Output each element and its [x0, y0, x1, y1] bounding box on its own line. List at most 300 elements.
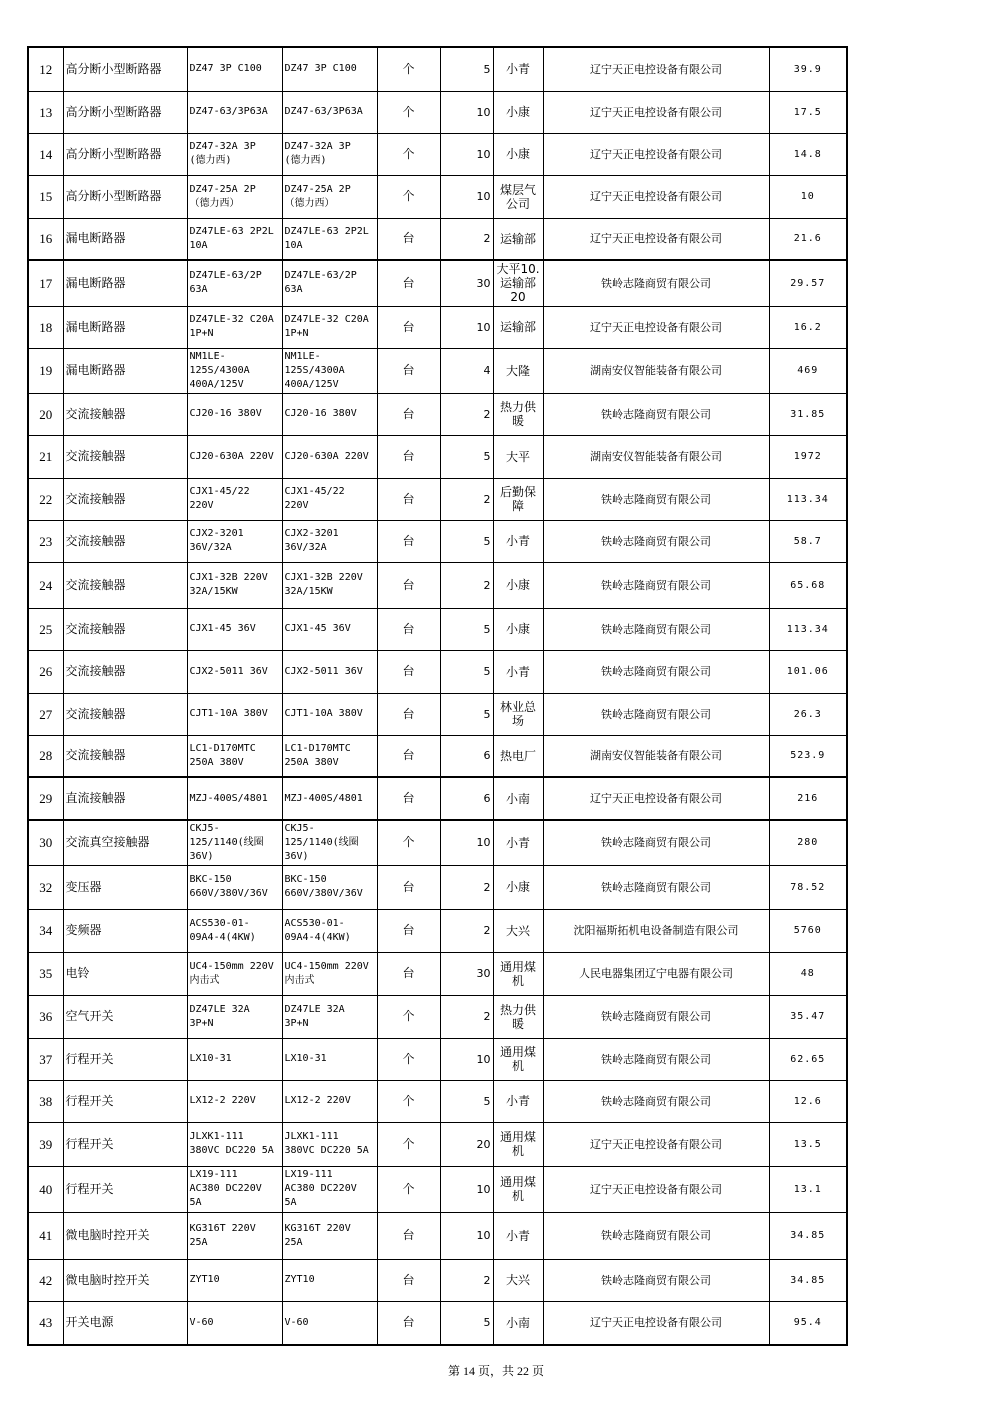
supplier-cell: 铁岭志隆商贸有限公司 — [543, 820, 769, 865]
model-spec-cell: KG316T 220V 25A — [187, 1212, 282, 1259]
item-name-cell: 微电脑时控开关 — [63, 1259, 187, 1301]
quantity-cell: 6 — [440, 735, 493, 777]
model-spec-cell: JLXK1-111 380VC DC220 5A — [187, 1122, 282, 1166]
supplier-cell: 湖南安仪智能装备有限公司 — [543, 435, 769, 478]
model-spec-2-cell: DZ47LE-63 2P2L 10A — [282, 218, 377, 260]
department-cell: 小青 — [493, 820, 543, 865]
unit-cell: 台 — [377, 348, 440, 393]
model-spec-cell: BKC-150 660V/380V/36V — [187, 865, 282, 909]
row-number-cell: 37 — [28, 1038, 63, 1080]
supplier-cell: 铁岭志隆商贸有限公司 — [543, 1038, 769, 1080]
quantity-cell: 10 — [440, 1038, 493, 1080]
quantity-cell: 2 — [440, 393, 493, 435]
model-spec-2-cell: CJX2-5011 36V — [282, 650, 377, 693]
item-name-cell: 漏电断路器 — [63, 306, 187, 348]
unit-price-cell: 65.68 — [769, 562, 847, 608]
table-row — [28, 1080, 847, 1122]
item-name-cell: 开关电源 — [63, 1301, 187, 1345]
unit-cell: 台 — [377, 1301, 440, 1345]
model-spec-2-cell: UC4-150mm 220V 内击式 — [282, 952, 377, 995]
table-row — [28, 820, 847, 865]
supplier-cell: 辽宁天正电控设备有限公司 — [543, 218, 769, 260]
unit-cell: 台 — [377, 650, 440, 693]
item-name-cell: 交流接触器 — [63, 608, 187, 650]
item-name-cell: 变频器 — [63, 909, 187, 952]
item-name-cell: 交流接触器 — [63, 478, 187, 520]
item-name-cell: 行程开关 — [63, 1080, 187, 1122]
unit-price-cell: 16.2 — [769, 306, 847, 348]
quantity-cell: 5 — [440, 47, 493, 91]
model-spec-cell: LX10-31 — [187, 1038, 282, 1080]
unit-price-cell: 10 — [769, 175, 847, 218]
model-spec-cell: UC4-150mm 220V 内击式 — [187, 952, 282, 995]
item-name-cell: 漏电断路器 — [63, 260, 187, 306]
quantity-cell: 10 — [440, 1166, 493, 1212]
table-row — [28, 1122, 847, 1166]
quantity-cell: 10 — [440, 91, 493, 133]
table-row — [28, 435, 847, 478]
unit-price-cell: 31.85 — [769, 393, 847, 435]
item-name-cell: 高分断小型断路器 — [63, 133, 187, 175]
table-row — [28, 735, 847, 777]
quantity-cell: 5 — [440, 1080, 493, 1122]
unit-price-cell: 5760 — [769, 909, 847, 952]
supplier-cell: 湖南安仪智能装备有限公司 — [543, 735, 769, 777]
item-name-cell: 交流接触器 — [63, 650, 187, 693]
model-spec-2-cell: DZ47-63/3P63A — [282, 91, 377, 133]
department-cell: 小南 — [493, 1301, 543, 1345]
department-cell: 小南 — [493, 777, 543, 820]
quantity-cell: 5 — [440, 608, 493, 650]
table-body — [28, 47, 847, 1345]
quantity-cell: 10 — [440, 820, 493, 865]
supplier-cell: 铁岭志隆商贸有限公司 — [543, 1212, 769, 1259]
row-number-cell: 19 — [28, 348, 63, 393]
row-number-cell: 29 — [28, 777, 63, 820]
unit-cell: 台 — [377, 909, 440, 952]
model-spec-2-cell: CJX1-45 36V — [282, 608, 377, 650]
model-spec-2-cell: CKJ5- 125/1140(线圈 36V) — [282, 820, 377, 865]
row-number-cell: 40 — [28, 1166, 63, 1212]
unit-price-cell: 469 — [769, 348, 847, 393]
model-spec-cell: DZ47-63/3P63A — [187, 91, 282, 133]
item-name-cell: 交流接触器 — [63, 693, 187, 735]
table-row — [28, 91, 847, 133]
quantity-cell: 10 — [440, 133, 493, 175]
unit-cell: 个 — [377, 175, 440, 218]
department-cell: 大平10. 运输部 20 — [493, 260, 543, 306]
model-spec-cell: CJX2-5011 36V — [187, 650, 282, 693]
row-number-cell: 17 — [28, 260, 63, 306]
model-spec-cell: LC1-D170MTC 250A 380V — [187, 735, 282, 777]
department-cell: 后勤保 障 — [493, 478, 543, 520]
quantity-cell: 30 — [440, 260, 493, 306]
department-cell: 热电厂 — [493, 735, 543, 777]
model-spec-2-cell: LX12-2 220V — [282, 1080, 377, 1122]
model-spec-2-cell: DZ47LE-32 C20A 1P+N — [282, 306, 377, 348]
model-spec-cell: CJX1-45/22 220V — [187, 478, 282, 520]
table-row — [28, 1259, 847, 1301]
model-spec-cell: CJX2-3201 36V/32A — [187, 520, 282, 562]
row-number-cell: 38 — [28, 1080, 63, 1122]
row-number-cell: 14 — [28, 133, 63, 175]
model-spec-2-cell: MZJ-400S/4801 — [282, 777, 377, 820]
unit-price-cell: 12.6 — [769, 1080, 847, 1122]
unit-cell: 个 — [377, 91, 440, 133]
department-cell: 热力供 暖 — [493, 995, 543, 1038]
table-row — [28, 47, 847, 91]
row-number-cell: 18 — [28, 306, 63, 348]
unit-price-cell: 17.5 — [769, 91, 847, 133]
model-spec-cell: LX19-111 AC380 DC220V 5A — [187, 1166, 282, 1212]
quantity-cell: 10 — [440, 306, 493, 348]
unit-price-cell: 35.47 — [769, 995, 847, 1038]
supplier-cell: 铁岭志隆商贸有限公司 — [543, 1080, 769, 1122]
page-footer: 第 14 页，共 22 页 — [447, 1364, 544, 1378]
department-cell: 大隆 — [493, 348, 543, 393]
unit-price-cell: 113.34 — [769, 478, 847, 520]
unit-price-cell: 13.5 — [769, 1122, 847, 1166]
model-spec-2-cell: CJX1-32B 220V 32A/15KW — [282, 562, 377, 608]
row-number-cell: 15 — [28, 175, 63, 218]
table-row — [28, 393, 847, 435]
unit-cell: 个 — [377, 1122, 440, 1166]
unit-cell: 台 — [377, 735, 440, 777]
unit-price-cell: 48 — [769, 952, 847, 995]
item-name-cell: 交流接触器 — [63, 520, 187, 562]
unit-price-cell: 280 — [769, 820, 847, 865]
department-cell: 运输部 — [493, 306, 543, 348]
unit-cell: 个 — [377, 995, 440, 1038]
quantity-cell: 2 — [440, 909, 493, 952]
unit-cell: 台 — [377, 865, 440, 909]
model-spec-2-cell: DZ47 3P C100 — [282, 47, 377, 91]
row-number-cell: 32 — [28, 865, 63, 909]
item-name-cell: 电铃 — [63, 952, 187, 995]
supplier-cell: 铁岭志隆商贸有限公司 — [543, 478, 769, 520]
unit-price-cell: 62.65 — [769, 1038, 847, 1080]
supplier-cell: 铁岭志隆商贸有限公司 — [543, 995, 769, 1038]
model-spec-cell: DZ47-32A 3P (德力西) — [187, 133, 282, 175]
model-spec-cell: CJ20-16 380V — [187, 393, 282, 435]
unit-cell: 台 — [377, 777, 440, 820]
item-name-cell: 交流接触器 — [63, 562, 187, 608]
supplier-cell: 辽宁天正电控设备有限公司 — [543, 133, 769, 175]
item-name-cell: 交流真空接触器 — [63, 820, 187, 865]
unit-cell: 个 — [377, 47, 440, 91]
model-spec-2-cell: DZ47LE-63/2P 63A — [282, 260, 377, 306]
unit-price-cell: 1972 — [769, 435, 847, 478]
row-number-cell: 28 — [28, 735, 63, 777]
quantity-cell: 5 — [440, 435, 493, 478]
quantity-cell: 2 — [440, 218, 493, 260]
unit-cell: 台 — [377, 693, 440, 735]
item-name-cell: 微电脑时控开关 — [63, 1212, 187, 1259]
supplier-cell: 人民电器集团辽宁电器有限公司 — [543, 952, 769, 995]
supplier-cell: 铁岭志隆商贸有限公司 — [543, 393, 769, 435]
department-cell: 小青 — [493, 1080, 543, 1122]
supplier-cell: 铁岭志隆商贸有限公司 — [543, 865, 769, 909]
supplier-cell: 辽宁天正电控设备有限公司 — [543, 1301, 769, 1345]
unit-cell: 个 — [377, 1038, 440, 1080]
table-row — [28, 562, 847, 608]
table-row — [28, 520, 847, 562]
table-row — [28, 218, 847, 260]
row-number-cell: 42 — [28, 1259, 63, 1301]
model-spec-2-cell: LX10-31 — [282, 1038, 377, 1080]
row-number-cell: 27 — [28, 693, 63, 735]
supplier-cell: 湖南安仪智能装备有限公司 — [543, 348, 769, 393]
model-spec-cell: CJX1-32B 220V 32A/15KW — [187, 562, 282, 608]
supplier-cell: 铁岭志隆商贸有限公司 — [543, 260, 769, 306]
model-spec-cell: CJ20-630A 220V — [187, 435, 282, 478]
unit-price-cell: 34.85 — [769, 1212, 847, 1259]
unit-price-cell: 101.06 — [769, 650, 847, 693]
model-spec-cell: LX12-2 220V — [187, 1080, 282, 1122]
quantity-cell: 2 — [440, 478, 493, 520]
department-cell: 煤层气 公司 — [493, 175, 543, 218]
model-spec-cell: V-60 — [187, 1301, 282, 1345]
unit-price-cell: 113.34 — [769, 608, 847, 650]
model-spec-2-cell: LX19-111 AC380 DC220V 5A — [282, 1166, 377, 1212]
row-number-cell: 36 — [28, 995, 63, 1038]
model-spec-cell: CJT1-10A 380V — [187, 693, 282, 735]
model-spec-2-cell: ACS530-01- 09A4-4(4KW) — [282, 909, 377, 952]
quantity-cell: 5 — [440, 520, 493, 562]
table-row — [28, 348, 847, 393]
supplier-cell: 辽宁天正电控设备有限公司 — [543, 1166, 769, 1212]
unit-price-cell: 13.1 — [769, 1166, 847, 1212]
item-name-cell: 行程开关 — [63, 1122, 187, 1166]
unit-price-cell: 523.9 — [769, 735, 847, 777]
supplier-cell: 铁岭志隆商贸有限公司 — [543, 693, 769, 735]
table-row — [28, 306, 847, 348]
model-spec-2-cell: ZYT10 — [282, 1259, 377, 1301]
department-cell: 小康 — [493, 91, 543, 133]
model-spec-cell: DZ47LE 32A 3P+N — [187, 995, 282, 1038]
quantity-cell: 2 — [440, 1259, 493, 1301]
row-number-cell: 23 — [28, 520, 63, 562]
quantity-cell: 2 — [440, 865, 493, 909]
supplier-cell: 辽宁天正电控设备有限公司 — [543, 175, 769, 218]
supplier-cell: 辽宁天正电控设备有限公司 — [543, 1122, 769, 1166]
department-cell: 通用煤 机 — [493, 952, 543, 995]
department-cell: 小青 — [493, 520, 543, 562]
unit-cell: 台 — [377, 520, 440, 562]
item-name-cell: 高分断小型断路器 — [63, 91, 187, 133]
item-name-cell: 高分断小型断路器 — [63, 175, 187, 218]
unit-price-cell: 39.9 — [769, 47, 847, 91]
supplier-cell: 铁岭志隆商贸有限公司 — [543, 562, 769, 608]
item-name-cell: 直流接触器 — [63, 777, 187, 820]
model-spec-cell: NM1LE- 125S/4300A 400A/125V — [187, 348, 282, 393]
row-number-cell: 34 — [28, 909, 63, 952]
model-spec-2-cell: CJT1-10A 380V — [282, 693, 377, 735]
department-cell: 通用煤 机 — [493, 1122, 543, 1166]
model-spec-2-cell: CJX1-45/22 220V — [282, 478, 377, 520]
unit-price-cell: 95.4 — [769, 1301, 847, 1345]
model-spec-2-cell: DZ47-32A 3P (德力西) — [282, 133, 377, 175]
unit-cell: 个 — [377, 1166, 440, 1212]
row-number-cell: 13 — [28, 91, 63, 133]
table-row — [28, 909, 847, 952]
row-number-cell: 35 — [28, 952, 63, 995]
supplier-cell: 辽宁天正电控设备有限公司 — [543, 777, 769, 820]
model-spec-cell: ZYT10 — [187, 1259, 282, 1301]
department-cell: 运输部 — [493, 218, 543, 260]
quantity-cell: 10 — [440, 1212, 493, 1259]
table-row — [28, 777, 847, 820]
quantity-cell: 4 — [440, 348, 493, 393]
unit-cell: 台 — [377, 952, 440, 995]
unit-price-cell: 26.3 — [769, 693, 847, 735]
table-row — [28, 693, 847, 735]
supplier-cell: 辽宁天正电控设备有限公司 — [543, 91, 769, 133]
model-spec-cell: DZ47-25A 2P （德力西） — [187, 175, 282, 218]
row-number-cell: 16 — [28, 218, 63, 260]
item-name-cell: 高分断小型断路器 — [63, 47, 187, 91]
model-spec-2-cell: V-60 — [282, 1301, 377, 1345]
supplier-cell: 沈阳福斯拓机电设备制造有限公司 — [543, 909, 769, 952]
table-row — [28, 1212, 847, 1259]
item-name-cell: 交流接触器 — [63, 435, 187, 478]
row-number-cell: 30 — [28, 820, 63, 865]
model-spec-cell: DZ47LE-32 C20A 1P+N — [187, 306, 282, 348]
department-cell: 小康 — [493, 865, 543, 909]
item-name-cell: 交流接触器 — [63, 735, 187, 777]
item-name-cell: 空气开关 — [63, 995, 187, 1038]
model-spec-2-cell: CJX2-3201 36V/32A — [282, 520, 377, 562]
department-cell: 通用煤 机 — [493, 1166, 543, 1212]
table-row — [28, 608, 847, 650]
quantity-cell: 20 — [440, 1122, 493, 1166]
unit-cell: 个 — [377, 1080, 440, 1122]
quantity-cell: 10 — [440, 175, 493, 218]
supplier-cell: 铁岭志隆商贸有限公司 — [543, 520, 769, 562]
table-row — [28, 995, 847, 1038]
department-cell: 通用煤 机 — [493, 1038, 543, 1080]
model-spec-2-cell: KG316T 220V 25A — [282, 1212, 377, 1259]
model-spec-2-cell: CJ20-630A 220V — [282, 435, 377, 478]
department-cell: 小青 — [493, 47, 543, 91]
table-row — [28, 650, 847, 693]
unit-cell: 台 — [377, 435, 440, 478]
table-row — [28, 478, 847, 520]
row-number-cell: 39 — [28, 1122, 63, 1166]
quantity-cell: 2 — [440, 562, 493, 608]
row-number-cell: 12 — [28, 47, 63, 91]
supplier-cell: 铁岭志隆商贸有限公司 — [543, 1259, 769, 1301]
row-number-cell: 25 — [28, 608, 63, 650]
unit-cell: 台 — [377, 306, 440, 348]
department-cell: 大平 — [493, 435, 543, 478]
quantity-cell: 5 — [440, 1301, 493, 1345]
supplier-cell: 铁岭志隆商贸有限公司 — [543, 608, 769, 650]
model-spec-cell: MZJ-400S/4801 — [187, 777, 282, 820]
item-name-cell: 交流接触器 — [63, 393, 187, 435]
item-name-cell: 漏电断路器 — [63, 218, 187, 260]
unit-cell: 台 — [377, 218, 440, 260]
equipment-table — [27, 46, 848, 1346]
supplier-cell: 铁岭志隆商贸有限公司 — [543, 650, 769, 693]
unit-cell: 台 — [377, 478, 440, 520]
department-cell: 小青 — [493, 650, 543, 693]
table-row — [28, 952, 847, 995]
department-cell: 林业总 场 — [493, 693, 543, 735]
item-name-cell: 行程开关 — [63, 1038, 187, 1080]
row-number-cell: 20 — [28, 393, 63, 435]
unit-cell: 台 — [377, 1212, 440, 1259]
model-spec-cell: DZ47 3P C100 — [187, 47, 282, 91]
department-cell: 大兴 — [493, 909, 543, 952]
unit-cell: 台 — [377, 393, 440, 435]
unit-cell: 个 — [377, 820, 440, 865]
model-spec-2-cell: NM1LE- 125S/4300A 400A/125V — [282, 348, 377, 393]
unit-price-cell: 14.8 — [769, 133, 847, 175]
department-cell: 小康 — [493, 608, 543, 650]
department-cell: 小康 — [493, 562, 543, 608]
unit-price-cell: 29.57 — [769, 260, 847, 306]
supplier-cell: 辽宁天正电控设备有限公司 — [543, 47, 769, 91]
table-row — [28, 175, 847, 218]
unit-cell: 台 — [377, 562, 440, 608]
table-row — [28, 260, 847, 306]
model-spec-cell: DZ47LE-63/2P 63A — [187, 260, 282, 306]
row-number-cell: 43 — [28, 1301, 63, 1345]
item-name-cell: 漏电断路器 — [63, 348, 187, 393]
unit-price-cell: 21.6 — [769, 218, 847, 260]
unit-cell: 台 — [377, 608, 440, 650]
model-spec-cell: ACS530-01- 09A4-4(4KW) — [187, 909, 282, 952]
row-number-cell: 26 — [28, 650, 63, 693]
quantity-cell: 6 — [440, 777, 493, 820]
item-name-cell: 行程开关 — [63, 1166, 187, 1212]
department-cell: 热力供 暖 — [493, 393, 543, 435]
table-row — [28, 1166, 847, 1212]
row-number-cell: 41 — [28, 1212, 63, 1259]
unit-price-cell: 216 — [769, 777, 847, 820]
row-number-cell: 24 — [28, 562, 63, 608]
unit-cell: 个 — [377, 133, 440, 175]
table-row — [28, 133, 847, 175]
row-number-cell: 22 — [28, 478, 63, 520]
unit-price-cell: 78.52 — [769, 865, 847, 909]
table-row — [28, 865, 847, 909]
unit-price-cell: 58.7 — [769, 520, 847, 562]
department-cell: 小康 — [493, 133, 543, 175]
model-spec-2-cell: DZ47LE 32A 3P+N — [282, 995, 377, 1038]
quantity-cell: 30 — [440, 952, 493, 995]
item-name-cell: 变压器 — [63, 865, 187, 909]
model-spec-cell: CJX1-45 36V — [187, 608, 282, 650]
department-cell: 小青 — [493, 1212, 543, 1259]
quantity-cell: 5 — [440, 693, 493, 735]
department-cell: 大兴 — [493, 1259, 543, 1301]
unit-cell: 台 — [377, 260, 440, 306]
row-number-cell: 21 — [28, 435, 63, 478]
unit-cell: 台 — [377, 1259, 440, 1301]
model-spec-cell: CKJ5- 125/1140(线圈 36V) — [187, 820, 282, 865]
model-spec-2-cell: LC1-D170MTC 250A 380V — [282, 735, 377, 777]
model-spec-2-cell: CJ20-16 380V — [282, 393, 377, 435]
model-spec-2-cell: JLXK1-111 380VC DC220 5A — [282, 1122, 377, 1166]
table-row — [28, 1038, 847, 1080]
table-row — [28, 1301, 847, 1345]
model-spec-cell: DZ47LE-63 2P2L 10A — [187, 218, 282, 260]
supplier-cell: 辽宁天正电控设备有限公司 — [543, 306, 769, 348]
model-spec-2-cell: DZ47-25A 2P （德力西） — [282, 175, 377, 218]
model-spec-2-cell: BKC-150 660V/380V/36V — [282, 865, 377, 909]
